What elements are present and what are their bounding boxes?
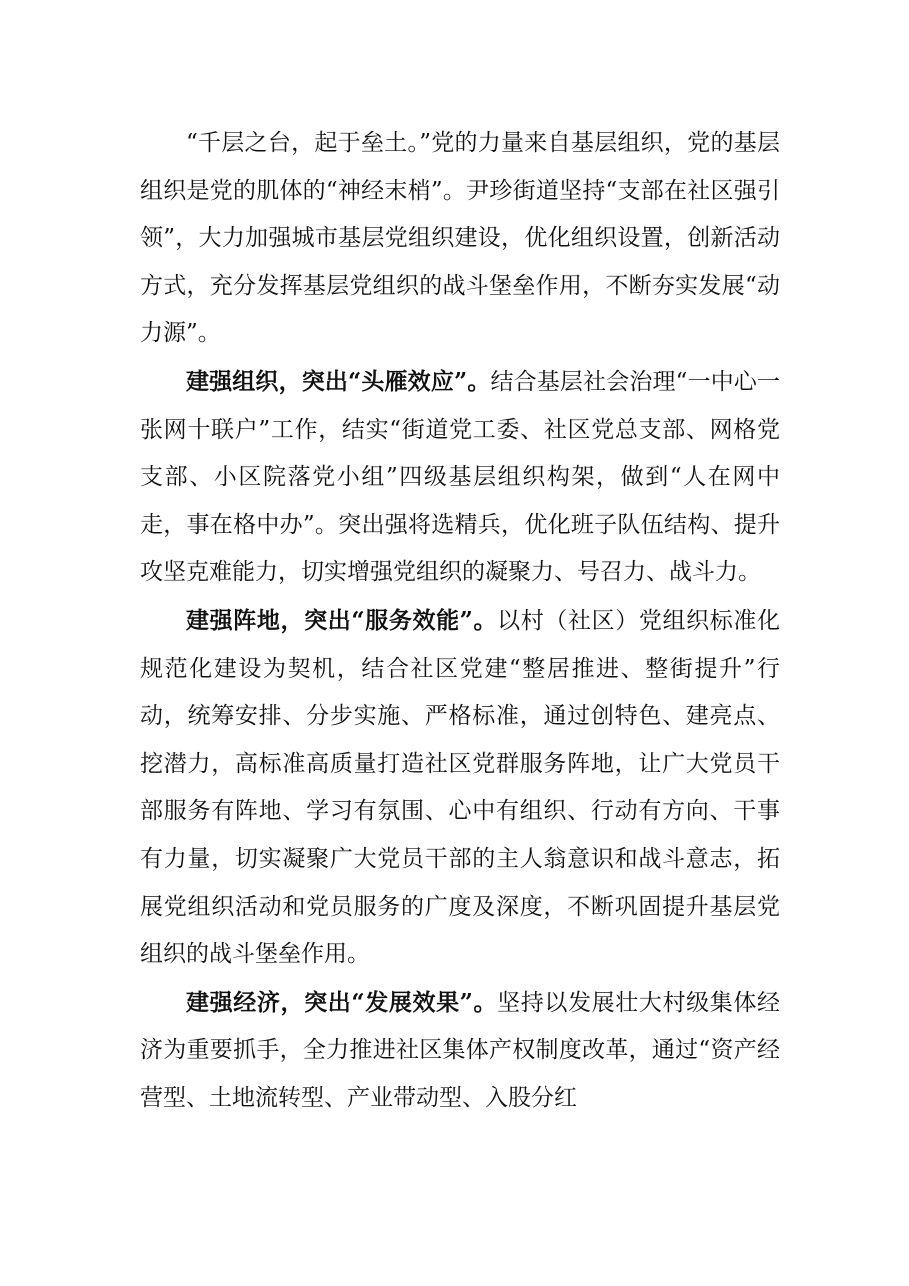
- paragraph-position: [140, 597, 780, 979]
- paragraph-lead: 建强阵地，突出“服务效能”。: [186, 606, 498, 634]
- document-page: [140, 119, 780, 1122]
- paragraph-body: “千层之台，起于垒土。”党的力量来自基层组织，党的基层组织是党的肌体的“神经末梢”。尹珍街道坚持“支部在社区强引领”，大力加强城市基层党组织建设，优化组织设置，创新活动方式，充分发挥基层党组织的战斗堡垒作用，不断夯实发展“动力源”。: [140, 130, 780, 347]
- paragraph-economy: [140, 979, 780, 1123]
- paragraph-lead: 建强组织，突出“头雁效应”。: [186, 367, 491, 395]
- paragraph-organization: [140, 358, 780, 597]
- paragraph-body: 坚持以发展壮大村级集体经济为重要抓手，全力推进社区集体产权制度改革，通过“资产经营型、土地流转型、产业带动型、入股分红: [140, 989, 781, 1111]
- paragraph-body: 结合基层社会治理“一中心一张网十联户”工作，结实“街道党工委、社区党总支部、网格党支部、小区院落党小组”四级基层组织构架，做到“人在网中走，事在格中办”。突出强将选精兵，优化班子队伍结构、提升攻坚克难能力，切实增强党组织的凝聚力、号召力、战斗力。: [140, 368, 780, 586]
- paragraph-body: 以村（社区）党组织标准化规范化建设为契机，结合社区党建“整居推进、整街提升”行动，统筹安排、分步实施、严格标准，通过创特色、建亮点、挖潜力，高标准高质量打造社区党群服务阵地，让广大党员干部服务有阵地、学习有氛围、心中有组织、行动有方向、干事有力量，切实凝聚广大党员干部的主人翁意识和战斗意志，拓展党组织活动和党员服务的广度及深度，不断巩固提升基层党组织的战斗堡垒作用。: [140, 607, 781, 968]
- paragraph-intro: [140, 119, 780, 358]
- paragraph-lead: 建强经济，突出“发展效果”。: [186, 988, 498, 1016]
